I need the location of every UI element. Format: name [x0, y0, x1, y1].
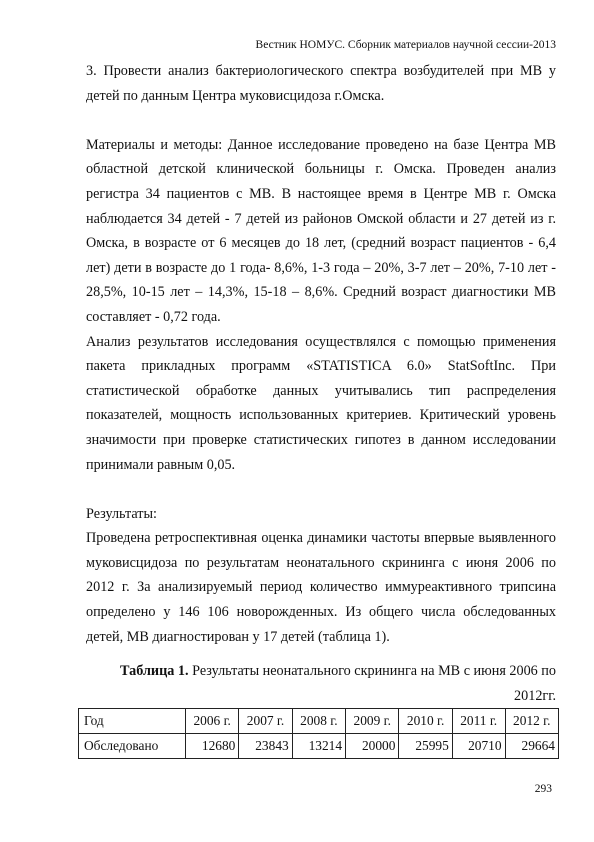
data-cell: 29664: [505, 734, 558, 759]
header-cell-year: 2007 г.: [239, 709, 292, 734]
table-caption: [86, 659, 556, 708]
header-cell-year: 2011 г.: [452, 709, 505, 734]
table-row: [79, 734, 559, 759]
data-cell: 12680: [186, 734, 239, 759]
running-header: Вестник НОМУС. Сборник материалов научной сессии-2013: [255, 39, 556, 51]
paragraph-objective-3: 3. Провести анализ бактериологического спектра возбудителей при МВ у детей по данным Центра муковисцидоза г.Омска.: [86, 63, 556, 104]
data-cell: 20000: [346, 734, 399, 759]
table-caption-label: Таблица 1.: [120, 663, 189, 679]
results-table: [78, 708, 559, 759]
data-cell: 20710: [452, 734, 505, 759]
results-heading: Результаты:: [86, 505, 157, 522]
body-text: [86, 59, 556, 649]
header-cell-year: 2009 г.: [346, 709, 399, 734]
table-header-row: [79, 709, 559, 734]
header-cell-year: 2008 г.: [292, 709, 345, 734]
paragraph-results: Проведена ретроспективная оценка динамики частоты впервые выявленного муковисцидоза по результатам неонатального скрининга с июня 2006 по 2012 г. За анализируемый период количество иммуреактивного трипсина определено у 146 106 новорожденных. Из общего числа обследованных детей, МВ диагностирован у 17 детей (таблица 1).: [86, 530, 556, 645]
data-cell: 25995: [399, 734, 452, 759]
page-number: 293: [534, 783, 552, 795]
row-label-examined: Обследовано: [79, 734, 186, 759]
header-cell-year: 2010 г.: [399, 709, 452, 734]
paragraph-materials-methods: Материалы и методы: Данное исследование проведено на базе Центра МВ областной детской клинической больницы г. Омска. Проведен анализ регистра 34 пациентов с МВ. В настоящее время в Центре МВ г. Омска наблюдается 34 детей - 7 детей из районов Омской области и 27 детей из г. Омска, в возрасте от 6 месяцев до 18 лет, (средний возраст пациентов - 6,4 лет) дети в возрасте до 1 года- 8,6%, 1-3 года – 20%, 3-7 лет – 20%, 7-10 лет - 28,5%, 10-15 лет – 14,3%, 15-18 – 8,6%. Средний возраст диагностики МВ составляет - 0,72 года.: [86, 136, 556, 325]
paragraph-statistical-analysis: Анализ результатов исследования осуществлялся с помощью применения пакета прикладных программ «STATISTICA 6.0» StatSoftInc. При статистической обработке данных учитывались тип распределения показателей, мощность использованных критериев. Критический уровень значимости при проверке статистических гипотез в данном исследовании принимали равным 0,05.: [86, 333, 556, 473]
data-cell: 23843: [239, 734, 292, 759]
data-cell: 13214: [292, 734, 345, 759]
header-cell-year-label: Год: [79, 709, 186, 734]
header-cell-year: 2006 г.: [186, 709, 239, 734]
table-caption-text: Результаты неонатального скрининга на МВ с июня 2006 по 2012гг.: [188, 663, 556, 704]
header-cell-year: 2012 г.: [505, 709, 558, 734]
